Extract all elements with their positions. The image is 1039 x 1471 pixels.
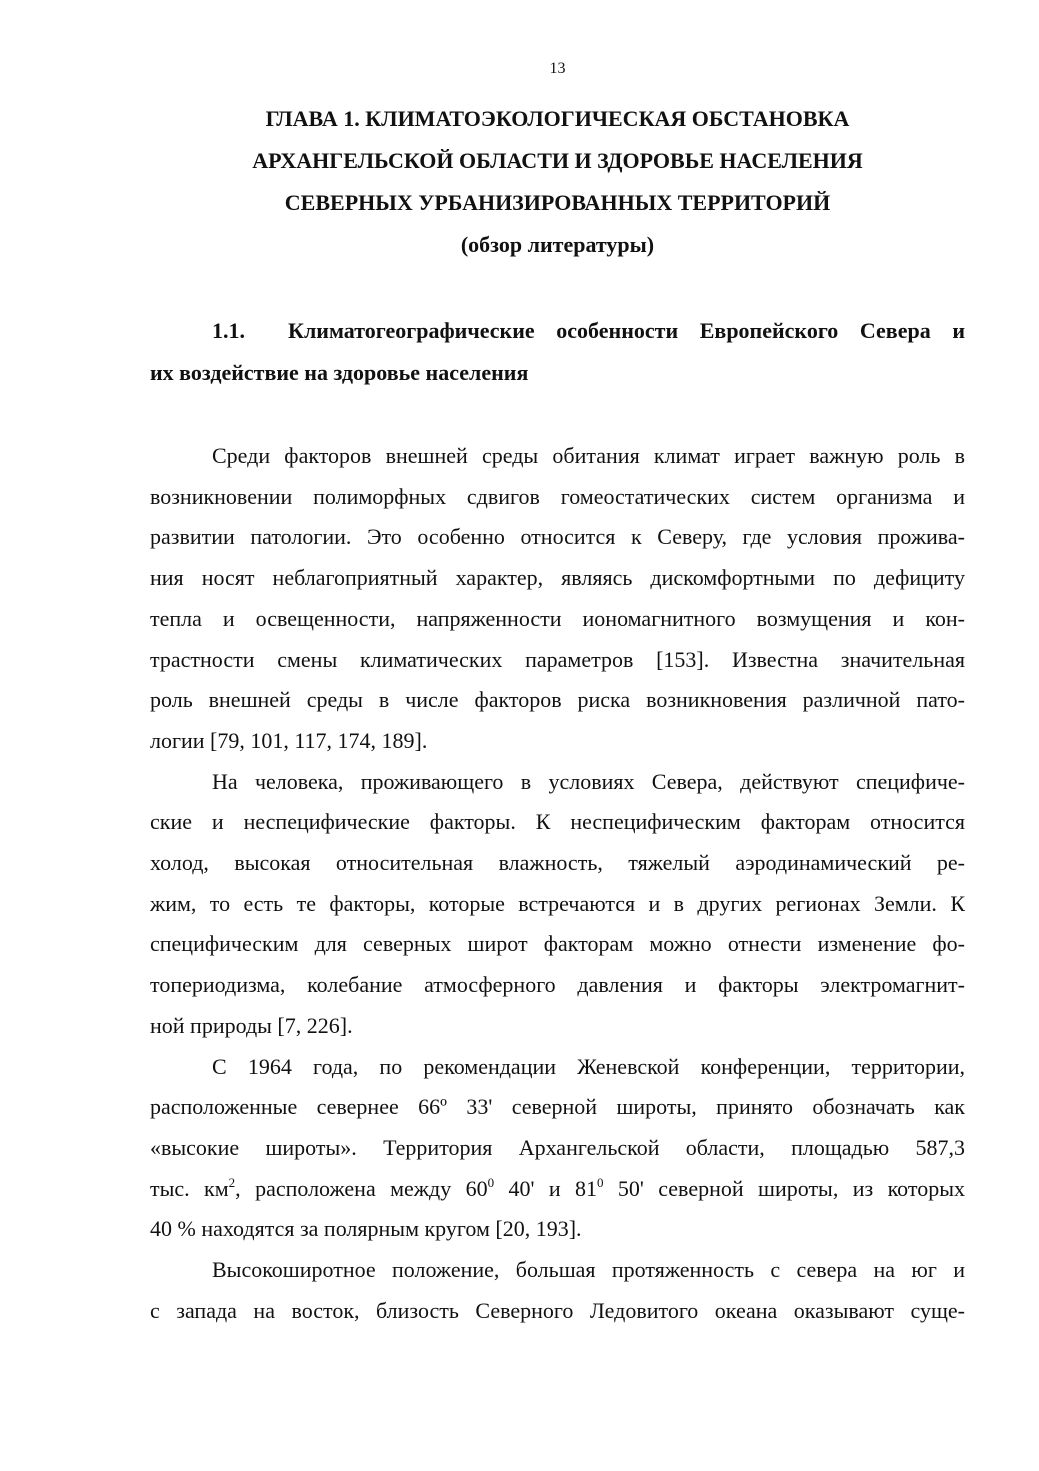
paragraph-line: ния носят неблагоприятный характер, являясь дискомфортными по дефициту (150, 565, 965, 591)
paragraph-line: возникновении полиморфных сдвигов гомеостатических систем организма и (150, 483, 965, 509)
paragraph-line: холод, высокая относительная влажность, тяжелый аэродинамический ре- (150, 850, 965, 876)
paragraph-line: трастности смены климатических параметров [153]. Известна значительная (150, 646, 965, 672)
paragraph-line: 40 % находятся за полярным кругом [20, 193]. (150, 1216, 582, 1242)
page-number: 13 (549, 60, 566, 77)
paragraph-line: ские и неспецифические факторы. К неспецифическим факторам относится (150, 809, 965, 835)
paragraph-line: тепла и освещенности, напряженности иономагнитного возмущения и кон- (150, 605, 965, 631)
section-number: 1.1. (212, 318, 245, 343)
paragraph-line: топериодизма, колебание атмосферного давления и факторы электромагнит- (150, 972, 965, 998)
paragraph-line: роль внешней среды в числе факторов риска возникновения различной пато- (150, 687, 965, 713)
body-text (150, 436, 965, 1331)
superscript: 0 (597, 1174, 604, 1190)
text-run: 50' северной широты, из которых (603, 1175, 965, 1201)
paragraph-line: Высокоширотное положение, большая протяженность с севера на юг и (212, 1257, 965, 1283)
paragraph-line: На человека, проживающего в условиях Севера, действуют специфиче- (212, 768, 965, 794)
chapter-title-line: СЕВЕРНЫХ УРБАНИЗИРОВАННЫХ ТЕРРИТОРИЙ (284, 190, 831, 215)
paragraph-line: С 1964 года, по рекомендации Женевской конференции, территории, (212, 1053, 965, 1079)
paragraph-line: с запада на восток, близость Северного Ледовитого океана оказывают суще- (150, 1297, 965, 1323)
section-title-line: их воздействие на здоровье населения (150, 360, 529, 385)
paragraph-line: «высокие широты». Территория Архангельской области, площадью 587,3 (150, 1134, 965, 1160)
section-title-line: Климатогеографические особенности Европейского Севера и (288, 318, 965, 343)
text-run: , расположена между 60 (235, 1175, 488, 1201)
chapter-subtitle: (обзор литературы) (460, 232, 655, 257)
section-heading (150, 310, 965, 394)
text-run: 40' и 81 (494, 1175, 598, 1201)
paragraph-line: ной природы [7, 226]. (150, 1012, 353, 1038)
chapter-title-line: ГЛАВА 1. КЛИМАТОЭКОЛОГИЧЕСКАЯ ОБСТАНОВКА (265, 106, 850, 131)
paragraph-line: жим, то есть те факторы, которые встречаются и в других регионах Земли. К (150, 890, 965, 916)
superscript: 0 (487, 1174, 495, 1190)
text-run: тыс. км (150, 1175, 229, 1201)
paragraph-line: логии [79, 101, 117, 174, 189]. (150, 727, 428, 753)
chapter-title-line: АРХАНГЕЛЬСКОЙ ОБЛАСТИ И ЗДОРОВЬЕ НАСЕЛЕНИЯ (252, 148, 863, 173)
paragraph-line: специфическим для северных широт факторам можно отнести изменение фо- (150, 931, 965, 957)
chapter-title (150, 98, 965, 266)
paragraph-line: Среди факторов внешней среды обитания климат играет важную роль в (212, 443, 965, 468)
superscript: 2 (228, 1174, 236, 1190)
paragraph-line: развитии патологии. Это особенно относится к Северу, где условия прожива- (150, 524, 965, 550)
paragraph-line (150, 1169, 965, 1210)
paragraph-line: расположенные севернее 66º 33' северной широты, принято обозначать как (150, 1094, 965, 1120)
